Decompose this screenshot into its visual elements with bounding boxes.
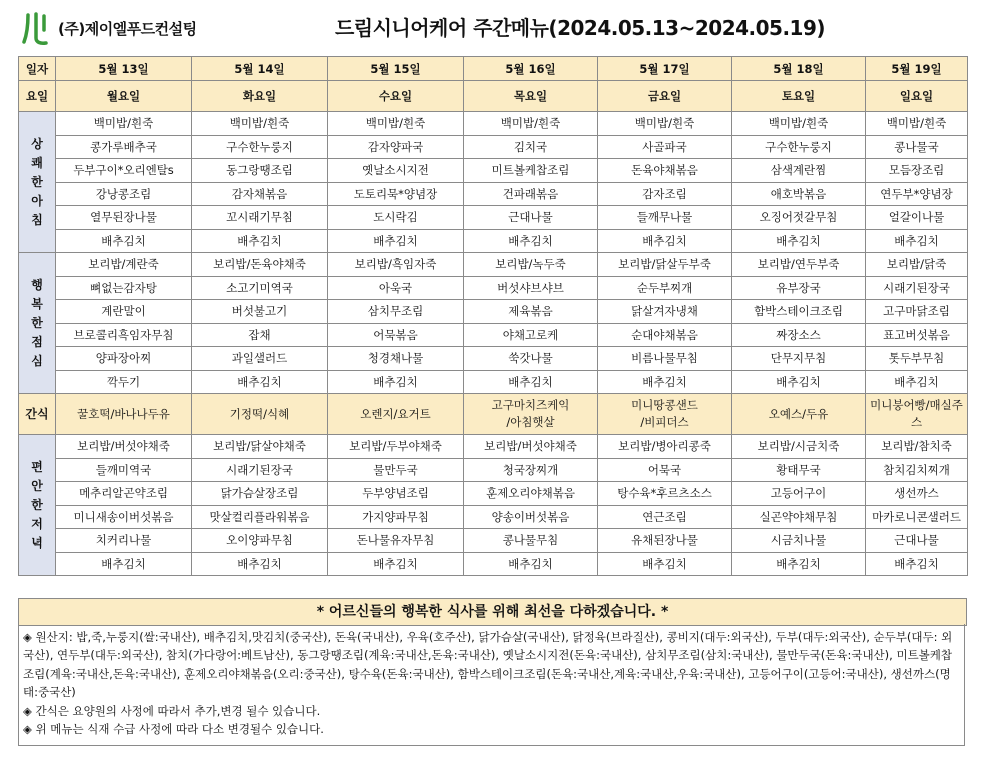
menu-item: 배추김치 — [598, 552, 732, 576]
breakfast-label-char: 상 — [31, 136, 43, 151]
menu-item: 메추리알곤약조림 — [56, 482, 192, 506]
menu-item: 배추김치 — [732, 229, 866, 253]
menu-item: 단무지무침 — [732, 347, 866, 371]
menu-item: 두부양념조림 — [328, 482, 464, 506]
menu-item: 과일샐러드 — [192, 347, 328, 371]
menu-item: 아욱국 — [328, 276, 464, 300]
menu-item: 돈나물유자무침 — [328, 529, 464, 553]
menu-item: 애호박볶음 — [732, 182, 866, 206]
menu-item: 미트볼케찹조림 — [464, 159, 598, 183]
menu-item: 구수한누룽지 — [192, 135, 328, 159]
menu-item: 도시락김 — [328, 206, 464, 230]
menu-item: 꼬시래기무침 — [192, 206, 328, 230]
menu-item: 보리밥/연두부죽 — [732, 253, 866, 277]
snack-item-line: /아침햇살 — [506, 415, 555, 429]
menu-item: 청국장찌개 — [464, 458, 598, 482]
menu-item: 감자조림 — [598, 182, 732, 206]
snack-item-line: 오예스/두유 — [768, 406, 829, 421]
menu-item: 생선까스 — [866, 482, 968, 506]
menu-item: 탕수육*후르츠소스 — [598, 482, 732, 506]
menu-item: 보리밥/닭살야채죽 — [192, 435, 328, 459]
menu-item: 황태무국 — [732, 458, 866, 482]
menu-item: 쑥갓나물 — [464, 347, 598, 371]
menu-item: 마카로니콘샐러드 — [866, 505, 968, 529]
menu-item: 콩나물국 — [866, 135, 968, 159]
menu-item: 유채된장나물 — [598, 529, 732, 553]
menu-item: 시래기된장국 — [866, 276, 968, 300]
menu-item: 연근조림 — [598, 505, 732, 529]
snack-item — [598, 394, 732, 435]
day-cell: 월요일 — [56, 81, 192, 112]
menu-item: 백미밥/흰죽 — [866, 112, 968, 136]
menu-item: 야채고로케 — [464, 323, 598, 347]
dinner-label-char: 저 — [31, 516, 43, 531]
menu-item: 돈육야채볶음 — [598, 159, 732, 183]
date-label: 일자 — [19, 57, 56, 81]
dinner-label — [19, 435, 56, 576]
page-title: 드림시니어케어 주간메뉴(2024.05.13~2024.05.19) — [334, 16, 826, 40]
menu-item: 오징어젓갈무침 — [732, 206, 866, 230]
lunch-label — [19, 253, 56, 394]
menu-item: 보리밥/버섯야채죽 — [464, 435, 598, 459]
menu-item: 열무된장나물 — [56, 206, 192, 230]
snack-item — [192, 394, 328, 435]
menu-item: 감자양파국 — [328, 135, 464, 159]
dinner-label-char: 편 — [31, 459, 43, 474]
menu-item: 동그랑땡조림 — [192, 159, 328, 183]
menu-item: 유부장국 — [732, 276, 866, 300]
dinner-label-char: 안 — [31, 478, 43, 493]
menu-item: 배추김치 — [464, 370, 598, 394]
menu-item: 순대야채볶음 — [598, 323, 732, 347]
menu-item: 제육볶음 — [464, 300, 598, 324]
day-label: 요일 — [19, 81, 56, 112]
menu-item: 깍두기 — [56, 370, 192, 394]
menu-item: 백미밥/흰죽 — [328, 112, 464, 136]
menu-item: 건파래볶음 — [464, 182, 598, 206]
dinner-label-char: 한 — [31, 497, 43, 512]
snack-item-line: 오렌지/요거트 — [360, 406, 431, 421]
menu-item: 배추김치 — [328, 229, 464, 253]
lunch-label-char: 한 — [31, 315, 43, 330]
menu-item: 브로콜리흑임자무침 — [56, 323, 192, 347]
date-cell: 5월 16일 — [464, 57, 598, 81]
weekly-menu-table — [18, 56, 968, 576]
breakfast-label-char: 쾌 — [31, 155, 43, 170]
menu-item: 콩가루배추국 — [56, 135, 192, 159]
menu-item: 짜장소스 — [732, 323, 866, 347]
menu-item: 삼색계란찜 — [732, 159, 866, 183]
lunch-label-char: 심 — [31, 353, 43, 368]
menu-item: 보리밥/두부야채죽 — [328, 435, 464, 459]
snack-item-line: 기정떡/식혜 — [229, 406, 290, 421]
menu-item: 보리밥/닭죽 — [866, 253, 968, 277]
note-origin: ◈ 원산지: 밥,죽,누룽지(쌀:국내산), 배추김치,맛김치(중국산), 돈육(국내산), 우육(호주산), 닭가슴살(국내산), 닭정육(브라질산), 콩비지(대두:외국산), 두부(대두:외국산), 순두부(대두: 외국산), 연두부(대두:외국산), 참치(가다랑어:베트남산), 동그랑땡조림(계육:국내산,돈육:국내산), 옛날소시지전(돈육:국내산), 삼치무조림(삼치:국내산), 물만두국(돈육:국내산), 미트볼케찹조림(계육:국내산,돈육:국내산), 훈제오리야채볶음(오리:중국산), 탕수육(돈육:국내산), 함박스테이크조림(돈육:국내산,계육:국내산,우육:국내산), 고등어구이(고등어:국내산), 생선까스(명태:중국산) — [23, 630, 953, 700]
menu-item: 보리밥/병아리콩죽 — [598, 435, 732, 459]
menu-item: 훈제오리야채볶음 — [464, 482, 598, 506]
snack-item-line: 고구마치즈케익 — [491, 398, 570, 412]
origin-notes — [18, 624, 965, 746]
menu-item: 청경채나물 — [328, 347, 464, 371]
menu-item: 구수한누룽지 — [732, 135, 866, 159]
menu-item: 맛살컬리플라워볶음 — [192, 505, 328, 529]
menu-item: 배추김치 — [598, 229, 732, 253]
menu-item: 배추김치 — [56, 229, 192, 253]
breakfast-label — [19, 112, 56, 253]
menu-item: 함박스테이크조림 — [732, 300, 866, 324]
menu-item: 모듬장조림 — [866, 159, 968, 183]
menu-item: 근대나물 — [464, 206, 598, 230]
menu-item: 배추김치 — [464, 552, 598, 576]
menu-item: 보리밥/계란죽 — [56, 253, 192, 277]
menu-item: 배추김치 — [732, 552, 866, 576]
snack-item-line: 미니붕어빵/매실주스 — [870, 398, 963, 429]
menu-item: 시래기된장국 — [192, 458, 328, 482]
snack-item-line: /비피더스 — [640, 415, 689, 429]
page-header — [0, 0, 985, 56]
menu-item: 두부구이*오리엔탈s — [56, 159, 192, 183]
menu-item: 배추김치 — [192, 552, 328, 576]
menu-item: 배추김치 — [192, 370, 328, 394]
dinner-label-char: 녁 — [31, 535, 43, 550]
menu-item: 비름나물무침 — [598, 347, 732, 371]
menu-item: 고구마닭조림 — [866, 300, 968, 324]
menu-item: 삼치무조림 — [328, 300, 464, 324]
breakfast-label-char: 아 — [31, 193, 43, 208]
menu-item: 뼈없는감자탕 — [56, 276, 192, 300]
menu-item: 배추김치 — [56, 552, 192, 576]
notice-banner: * 어르신들의 행복한 식사를 위해 최선을 다하겠습니다. * — [18, 598, 967, 626]
menu-item: 백미밥/흰죽 — [598, 112, 732, 136]
lunch-label-char: 행 — [31, 277, 43, 292]
snack-item — [56, 394, 192, 435]
date-cell: 5월 15일 — [328, 57, 464, 81]
day-cell: 목요일 — [464, 81, 598, 112]
menu-item: 들깨미역국 — [56, 458, 192, 482]
company-logo-icon — [22, 12, 52, 46]
date-cell: 5월 14일 — [192, 57, 328, 81]
menu-item: 백미밥/흰죽 — [464, 112, 598, 136]
menu-item: 고등어구이 — [732, 482, 866, 506]
menu-item: 사골파국 — [598, 135, 732, 159]
menu-item: 콩나물무침 — [464, 529, 598, 553]
menu-item: 양송이버섯볶음 — [464, 505, 598, 529]
snack-item — [328, 394, 464, 435]
menu-item: 배추김치 — [866, 552, 968, 576]
menu-item: 닭살겨자냉채 — [598, 300, 732, 324]
snack-item — [866, 394, 968, 435]
menu-item: 닭가슴살장조림 — [192, 482, 328, 506]
menu-item: 톳두부무침 — [866, 347, 968, 371]
day-cell: 수요일 — [328, 81, 464, 112]
menu-item: 배추김치 — [328, 552, 464, 576]
breakfast-label-char: 한 — [31, 174, 43, 189]
menu-item: 보리밥/녹두죽 — [464, 253, 598, 277]
menu-item: 소고기미역국 — [192, 276, 328, 300]
menu-item: 얼갈이나물 — [866, 206, 968, 230]
menu-item: 보리밥/시금치죽 — [732, 435, 866, 459]
snack-item-line: 미니땅콩샌드 — [631, 398, 698, 412]
snack-label: 간식 — [19, 394, 56, 435]
menu-item: 버섯샤브샤브 — [464, 276, 598, 300]
menu-item: 백미밥/흰죽 — [192, 112, 328, 136]
menu-item: 배추김치 — [464, 229, 598, 253]
menu-item: 양파장아찌 — [56, 347, 192, 371]
day-cell: 금요일 — [598, 81, 732, 112]
menu-item: 배추김치 — [328, 370, 464, 394]
date-cell: 5월 17일 — [598, 57, 732, 81]
menu-item: 실곤약야채무침 — [732, 505, 866, 529]
menu-item: 미니새송이버섯볶음 — [56, 505, 192, 529]
menu-item: 옛날소시지전 — [328, 159, 464, 183]
menu-item: 김치국 — [464, 135, 598, 159]
snack-item-line: 꿀호떡/바나나두유 — [77, 406, 170, 421]
date-cell: 5월 18일 — [732, 57, 866, 81]
lunch-label-char: 복 — [31, 296, 43, 311]
menu-item: 시금치나물 — [732, 529, 866, 553]
menu-item: 도토리묵*양념장 — [328, 182, 464, 206]
menu-item: 강낭콩조림 — [56, 182, 192, 206]
date-cell: 5월 13일 — [56, 57, 192, 81]
menu-item: 보리밥/버섯야채죽 — [56, 435, 192, 459]
company-name: (주)제이엘푸드컨설팅 — [58, 20, 197, 38]
menu-item: 배추김치 — [732, 370, 866, 394]
menu-item: 연두부*양념장 — [866, 182, 968, 206]
menu-item: 백미밥/흰죽 — [732, 112, 866, 136]
snack-item — [464, 394, 598, 435]
day-cell: 화요일 — [192, 81, 328, 112]
menu-item: 버섯불고기 — [192, 300, 328, 324]
date-cell: 5월 19일 — [866, 57, 968, 81]
menu-item: 근대나물 — [866, 529, 968, 553]
note-change: ◈ 위 메뉴는 식재 수급 사정에 따라 다소 변경될수 있습니다. — [23, 722, 324, 737]
menu-item: 보리밥/흑임자죽 — [328, 253, 464, 277]
menu-item: 들깨무나물 — [598, 206, 732, 230]
menu-item: 표고버섯볶음 — [866, 323, 968, 347]
menu-item: 어묵국 — [598, 458, 732, 482]
menu-item: 보리밥/닭살두부죽 — [598, 253, 732, 277]
menu-item: 배추김치 — [866, 229, 968, 253]
menu-item: 순두부찌개 — [598, 276, 732, 300]
menu-item: 치커리나물 — [56, 529, 192, 553]
menu-item: 가지양파무침 — [328, 505, 464, 529]
day-cell: 일요일 — [866, 81, 968, 112]
menu-item: 보리밥/참치죽 — [866, 435, 968, 459]
day-cell: 토요일 — [732, 81, 866, 112]
breakfast-label-char: 침 — [31, 212, 43, 227]
snack-item — [732, 394, 866, 435]
menu-item: 배추김치 — [866, 370, 968, 394]
menu-item: 참치김치찌개 — [866, 458, 968, 482]
menu-item: 잡채 — [192, 323, 328, 347]
menu-item: 물만두국 — [328, 458, 464, 482]
menu-item: 오이양파무침 — [192, 529, 328, 553]
lunch-label-char: 점 — [31, 334, 43, 349]
menu-item: 배추김치 — [192, 229, 328, 253]
menu-item: 배추김치 — [598, 370, 732, 394]
menu-item: 백미밥/흰죽 — [56, 112, 192, 136]
menu-item: 감자채볶음 — [192, 182, 328, 206]
menu-item: 보리밥/돈육야채죽 — [192, 253, 328, 277]
menu-item: 계란말이 — [56, 300, 192, 324]
note-snack: ◈ 간식은 요양원의 사정에 따라서 추가,변경 될수 있습니다. — [23, 703, 321, 718]
menu-item: 어묵볶음 — [328, 323, 464, 347]
